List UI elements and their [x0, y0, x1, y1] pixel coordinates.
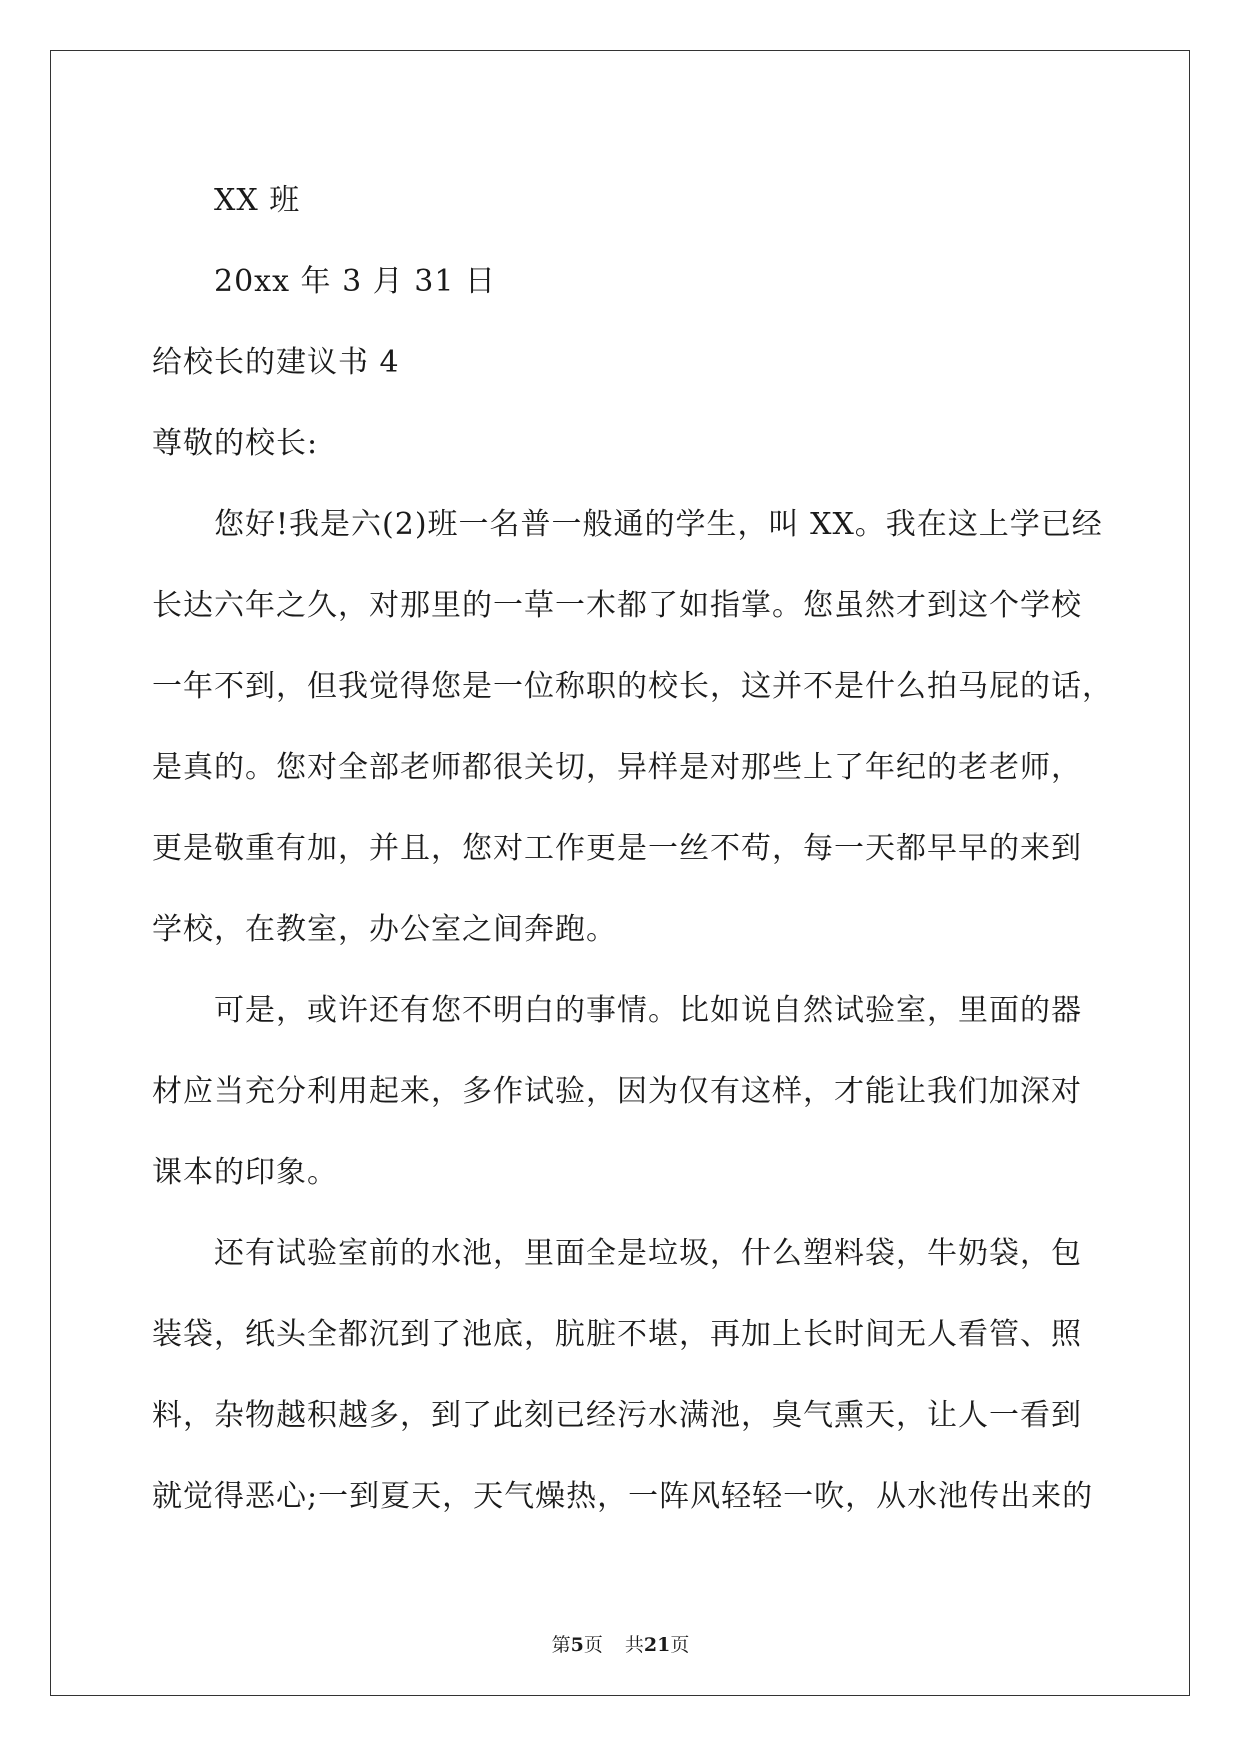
paragraph-2 [152, 970, 1097, 1213]
paragraph-line: 一年不到，但我觉得您是一位称职的校长，这并不是什么拍马屁的话， [152, 669, 1113, 704]
paragraph-line: 是真的。您对全部老师都很关切，异样是对那些上了年纪的老老师， [152, 750, 1082, 785]
date-line: 20xx 年 3 月 31 日 [214, 264, 496, 299]
paragraph-line: 材应当充分利用起来，多作试验，因为仅有这样，才能让我们加深对 [152, 1074, 1082, 1109]
paragraph-line: 料，杂物越积越多，到了此刻已经污水满池，臭气熏天，让人一看到 [152, 1398, 1082, 1433]
salutation: 尊敬的校长: [152, 426, 319, 461]
paragraph-line: 就觉得恶心;一到夏天，天气燥热，一阵风轻轻一吹，从水池传出来的 [152, 1479, 1094, 1514]
total-suffix: 页 [670, 1634, 690, 1656]
signature-line: XX 班 [214, 183, 301, 218]
paragraph-line: 学校，在教室，办公室之间奔跑。 [152, 912, 617, 947]
paragraph-1 [152, 484, 1113, 970]
paragraph-line: 长达六年之久，对那里的一草一木都了如指掌。您虽然才到这个学校 [152, 588, 1082, 623]
paragraph-line: 更是敬重有加，并且，您对工作更是一丝不苟，每一天都早早的来到 [152, 831, 1082, 866]
page-footer [0, 1630, 1241, 1657]
paragraph-line: 您好!我是六(2)班一名普一般通的学生，叫 XX。我在这上学已经 [214, 507, 1103, 542]
page-number: 5 [570, 1634, 584, 1656]
page-prefix: 第 [551, 1634, 571, 1656]
paragraph-3 [152, 1213, 1097, 1537]
total-pages: 21 [643, 1634, 671, 1656]
paragraph-line: 还有试验室前的水池，里面全是垃圾，什么塑料袋，牛奶袋，包 [214, 1236, 1082, 1271]
paragraph-line: 可是，或许还有您不明白的事情。比如说自然试验室，里面的器 [214, 993, 1082, 1028]
page-suffix: 页 [583, 1634, 603, 1656]
paragraph-line: 课本的印象。 [152, 1155, 338, 1190]
paragraph-line: 装袋，纸头全都沉到了池底，肮脏不堪，再加上长时间无人看管、照 [152, 1317, 1082, 1352]
document-body [152, 160, 1113, 1537]
total-prefix: 共 [624, 1634, 644, 1656]
letter-title: 给校长的建议书 4 [152, 345, 400, 380]
